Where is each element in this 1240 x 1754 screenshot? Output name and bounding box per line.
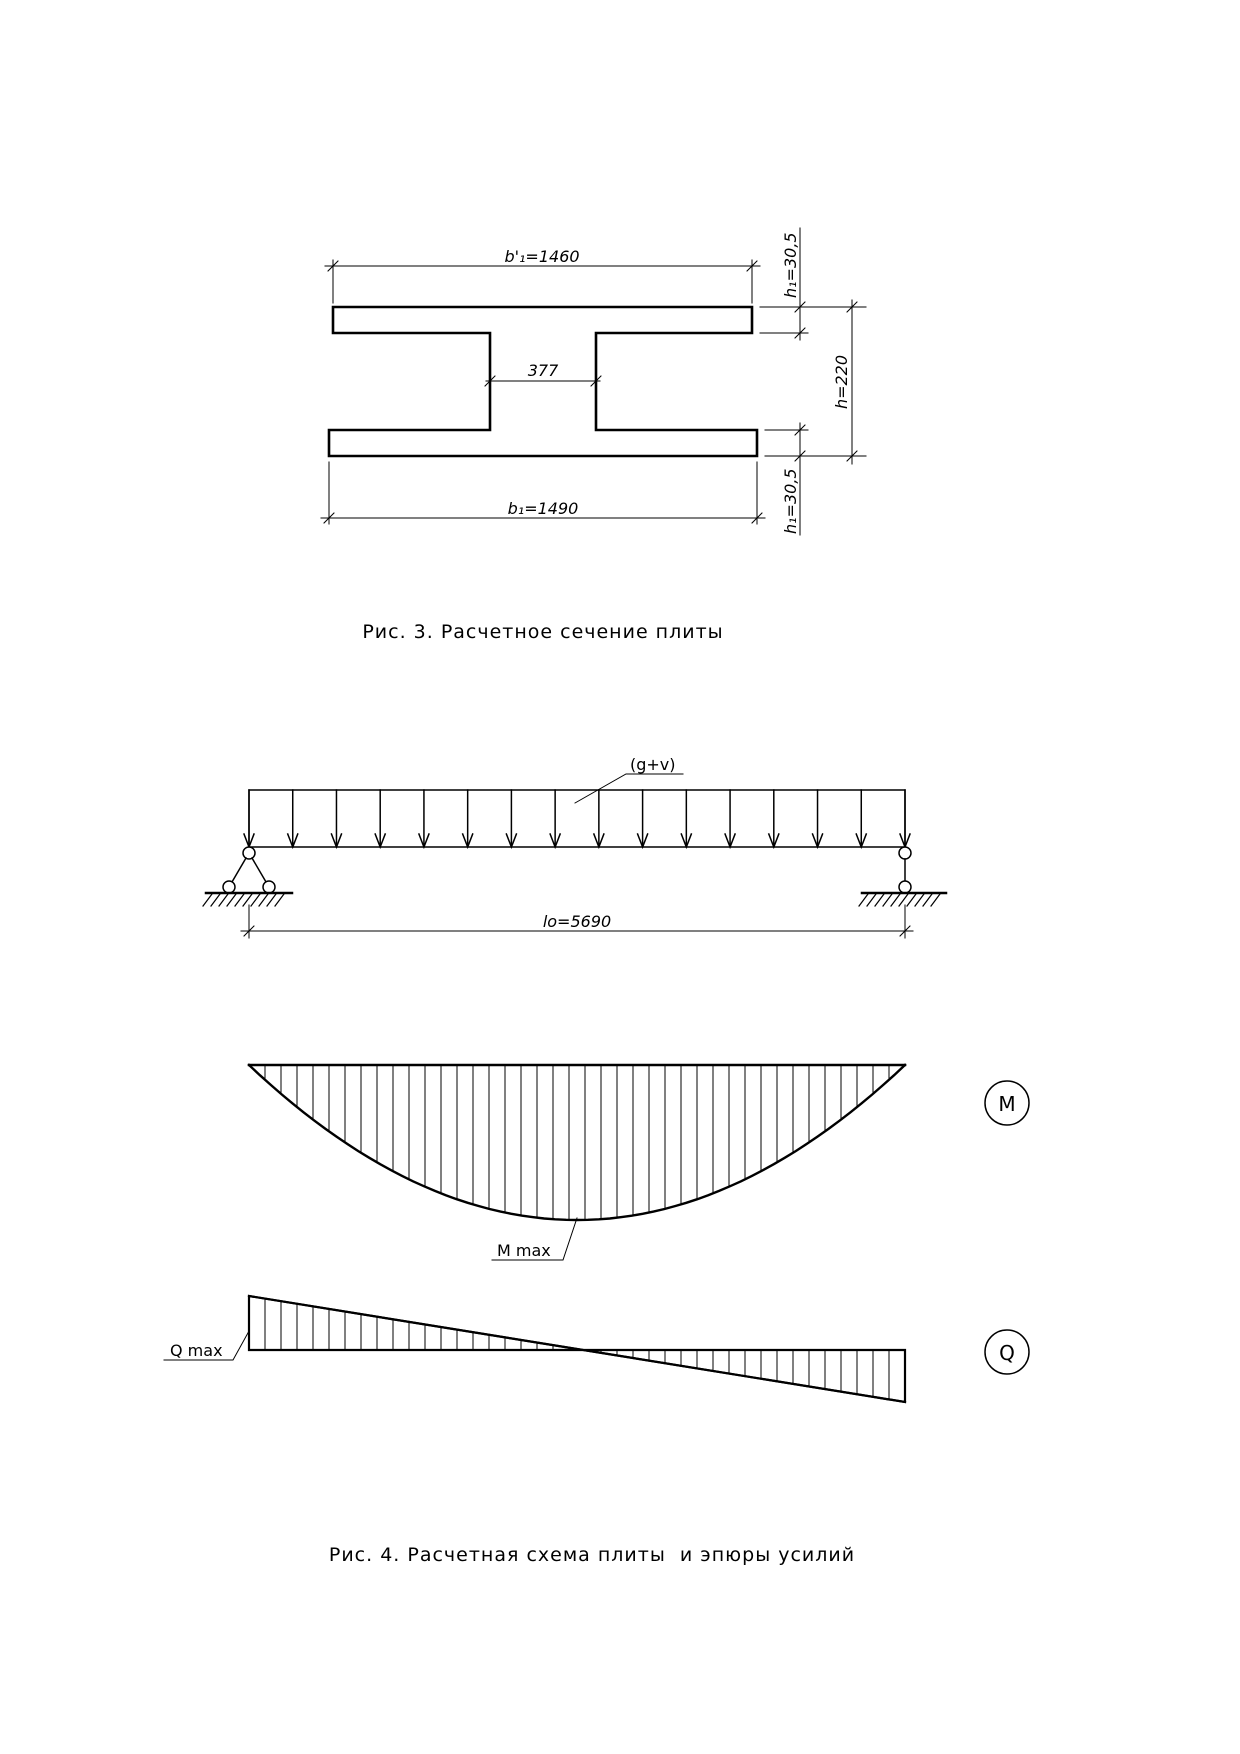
moment-max-label: M max bbox=[497, 1241, 551, 1260]
load-arrow bbox=[506, 790, 516, 847]
left-pin-support bbox=[206, 847, 292, 893]
load-arrow bbox=[638, 790, 648, 847]
hatch-line bbox=[883, 894, 892, 906]
hatch-line bbox=[211, 894, 220, 906]
load-arrow bbox=[769, 790, 779, 847]
load-arrow bbox=[463, 790, 473, 847]
hatch-line bbox=[203, 894, 212, 906]
load-label: (g+v) bbox=[630, 755, 676, 774]
hatch-line bbox=[891, 894, 900, 906]
hatch-line bbox=[235, 894, 244, 906]
load-arrow bbox=[244, 790, 254, 847]
left-ground-hatch bbox=[203, 894, 284, 906]
shear-max-label: Q max bbox=[170, 1341, 223, 1360]
load-arrow bbox=[288, 790, 298, 847]
hatch-line bbox=[219, 894, 228, 906]
hatch-line bbox=[875, 894, 884, 906]
load-arrow bbox=[813, 790, 823, 847]
label-top-flange-width: b'₁=1460 bbox=[504, 247, 580, 266]
label-bottom-flange-width: b₁=1490 bbox=[507, 499, 579, 518]
hatch-line bbox=[275, 894, 284, 906]
figure3-section bbox=[321, 228, 866, 643]
load-arrow bbox=[681, 790, 691, 847]
span-label: lo=5690 bbox=[542, 912, 612, 931]
label-bottom-flange-thickness: h₁=30,5 bbox=[781, 468, 800, 534]
hatch-line bbox=[251, 894, 260, 906]
hatch-line bbox=[923, 894, 932, 906]
hatch-line bbox=[899, 894, 908, 906]
hatch-line bbox=[267, 894, 276, 906]
load-arrows bbox=[244, 790, 910, 847]
dim-top-flange bbox=[325, 260, 760, 303]
moment-symbol: M bbox=[998, 1092, 1016, 1116]
hatch-line bbox=[931, 894, 940, 906]
hatch-line bbox=[915, 894, 924, 906]
load-arrow bbox=[419, 790, 429, 847]
right-ground-hatch bbox=[859, 894, 940, 906]
figure4-beam-scheme bbox=[203, 755, 946, 938]
moment-parabola bbox=[249, 1065, 905, 1220]
moment-hatching bbox=[265, 1065, 889, 1220]
hatch-line bbox=[907, 894, 916, 906]
shear-symbol: Q bbox=[999, 1341, 1015, 1365]
moment-diagram bbox=[249, 1065, 1029, 1260]
distributed-load-block bbox=[249, 790, 905, 847]
hatch-line bbox=[867, 894, 876, 906]
hatch-line bbox=[227, 894, 236, 906]
load-arrow bbox=[856, 790, 866, 847]
load-arrow bbox=[375, 790, 385, 847]
figure3-caption: Рис. 3. Расчетное сечение плиты bbox=[362, 621, 724, 643]
load-arrow bbox=[331, 790, 341, 847]
shear-diagram bbox=[164, 1296, 1029, 1402]
right-roller-support bbox=[862, 847, 946, 893]
load-arrow bbox=[900, 790, 910, 847]
load-arrow bbox=[594, 790, 604, 847]
label-top-flange-thickness: h₁=30,5 bbox=[781, 232, 800, 298]
hatch-line bbox=[243, 894, 252, 906]
load-arrow bbox=[550, 790, 560, 847]
hatch-line bbox=[259, 894, 268, 906]
label-web-width: 377 bbox=[527, 361, 559, 380]
load-arrow bbox=[725, 790, 735, 847]
load-leader-line bbox=[575, 774, 683, 803]
figure4-caption: Рис. 4. Расчетная схема плиты и эпюры усилий bbox=[328, 1544, 856, 1566]
label-section-height: h=220 bbox=[832, 354, 851, 410]
hatch-line bbox=[859, 894, 868, 906]
